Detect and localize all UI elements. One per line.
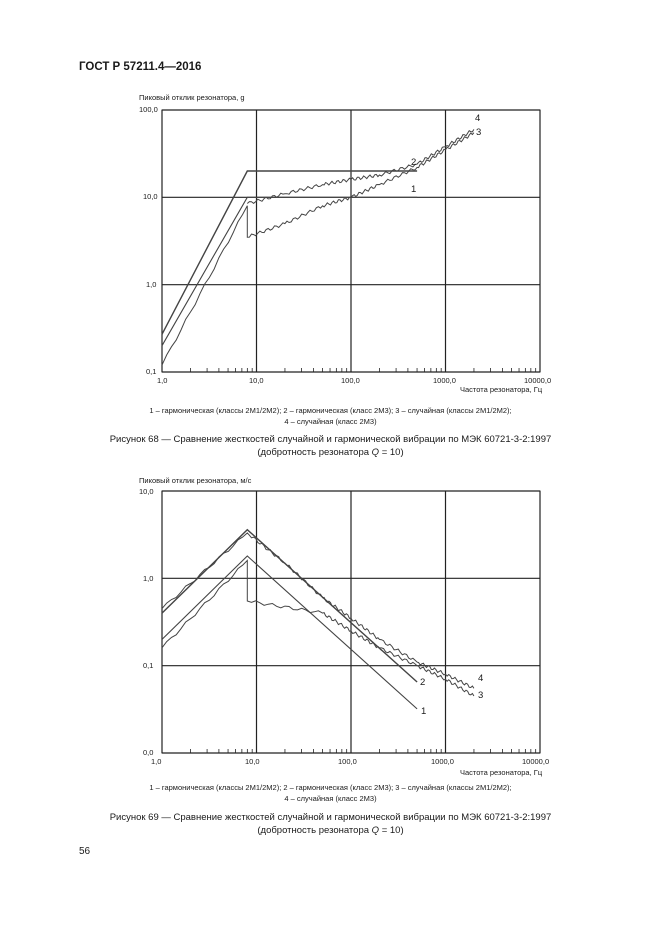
figure-caption <box>0 811 661 837</box>
legend-line: 4 – случайная (класс 2М3) <box>284 417 377 426</box>
y-axis-label: Пиковый отклик резонатора, м/с <box>139 476 252 485</box>
x-tick-label: 1,0 <box>151 757 162 766</box>
x-tick-label: 10,0 <box>245 757 260 766</box>
y-tick-label: 0,1 <box>146 367 157 376</box>
x-tick-label: 1000,0 <box>431 757 454 766</box>
legend-line: 1 – гармоническая (классы 2М1/2М2); 2 – гармоническая (класс 2М3); 3 – случайная (классы 2М1/2М2); <box>149 406 512 415</box>
x-tick-label: 10000,0 <box>522 757 550 766</box>
caption-q: Q <box>371 825 380 836</box>
x-axis-label: Частота резонатора, Гц <box>460 385 543 394</box>
x-tick-label: 1,0 <box>157 376 168 385</box>
curve-label-1: 1 <box>421 706 427 717</box>
caption-q: Q <box>371 447 380 458</box>
curve-label-2: 2 <box>411 157 417 168</box>
curve-label-3: 3 <box>476 127 482 138</box>
legend-line: 1 – гармоническая (классы 2М1/2М2); 2 – гармоническая (класс 2М3); 3 – случайная (классы 2М1/2М2); <box>149 783 512 792</box>
legend-line: 4 – случайная (класс 2М3) <box>284 794 377 803</box>
standard-header: ГОСТ Р 57211.4—2016 <box>79 61 202 73</box>
y-axis-label: Пиковый отклик резонатора, g <box>139 93 245 102</box>
y-tick-label: 100,0 <box>139 105 158 114</box>
series-line-1 <box>162 556 417 709</box>
caption-part: = 10) <box>379 825 404 836</box>
page-number: 56 <box>79 846 91 857</box>
x-tick-label: 100,0 <box>341 376 360 385</box>
y-tick-label: 10,0 <box>139 487 154 496</box>
figure-legend <box>0 782 661 804</box>
curve-label-4: 4 <box>475 113 481 124</box>
y-tick-label: 1,0 <box>143 574 154 583</box>
x-tick-label: 10,0 <box>249 376 264 385</box>
series-line-2 <box>162 530 417 682</box>
y-tick-label: 10,0 <box>143 192 158 201</box>
x-axis-label: Частота резонатора, Гц <box>460 768 543 777</box>
curve-label-4: 4 <box>478 673 484 684</box>
x-tick-label: 100,0 <box>338 757 357 766</box>
curve-label-2: 2 <box>420 677 426 688</box>
x-tick-label: 10000,0 <box>524 376 552 385</box>
caption-part: (добротность резонатора <box>257 825 372 836</box>
series-line-3 <box>162 561 474 697</box>
y-tick-label: 0,1 <box>143 661 154 670</box>
y-tick-label: 0,0 <box>143 748 154 757</box>
caption-part: (добротность резонатора <box>257 447 372 458</box>
caption-line: Рисунок 68 — Сравнение жесткостей случайной и гармонической вибрации по МЭК 60721-3-2:1997 <box>109 434 552 445</box>
x-tick-label: 1000,0 <box>433 376 456 385</box>
curve-label-3: 3 <box>478 690 484 701</box>
caption-part: = 10) <box>379 447 404 458</box>
y-tick-label: 1,0 <box>146 280 157 289</box>
curve-label-1: 1 <box>411 184 417 195</box>
caption-line: Рисунок 69 — Сравнение жесткостей случайной и гармонической вибрации по МЭК 60721-3-2:1997 <box>109 812 552 823</box>
